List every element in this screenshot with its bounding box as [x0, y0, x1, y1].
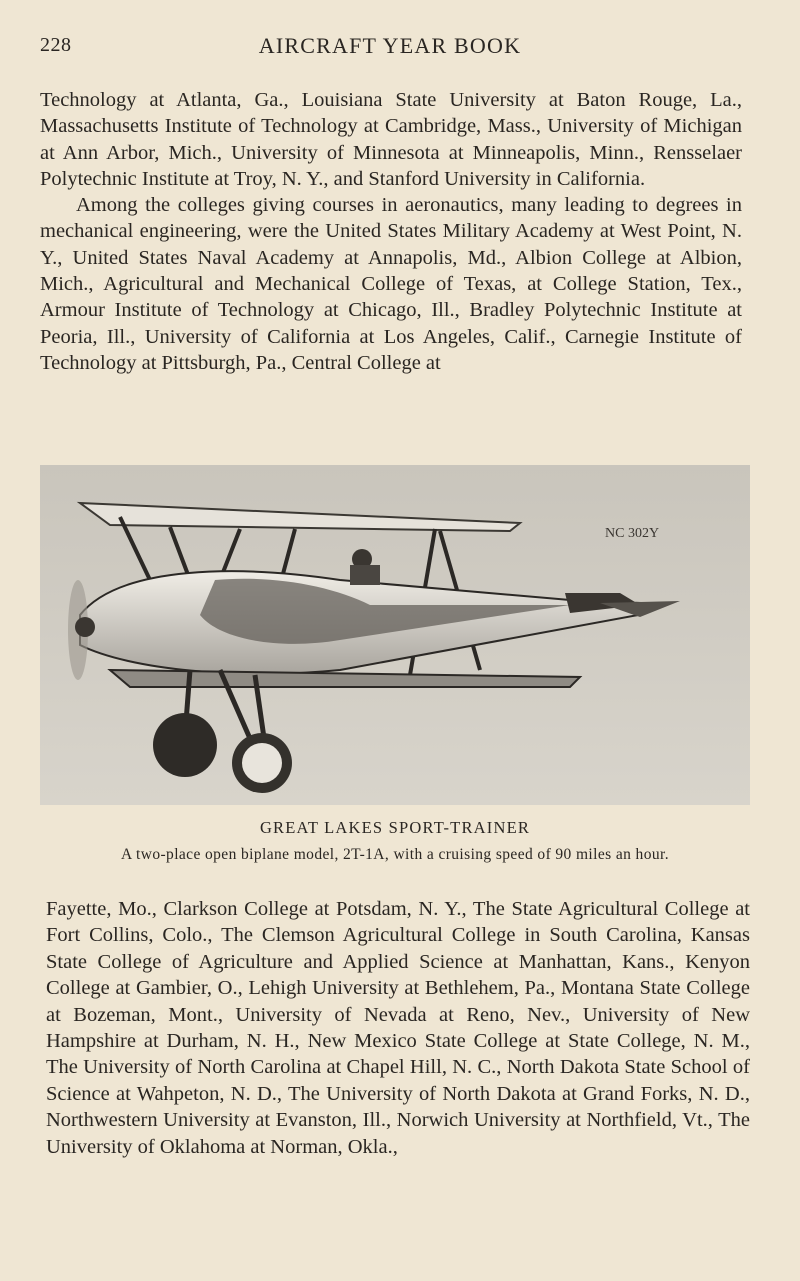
- page-number: 228: [40, 34, 72, 56]
- registration-mark: NC 302Y: [605, 526, 660, 541]
- body-text-top: [40, 87, 742, 376]
- biplane-photo: [40, 465, 750, 805]
- paragraph: Fayette, Mo., Clarkson College at Potsdam, N. Y., The State Agricultural College at Fort Collins, Colo., The Clemson Agricultural College in South Carolina, Kansas State College of Agriculture and Applied Science at Manhattan, Kans., Kenyon College at Gambier, O., Lehigh University at Bethlehem, Pa., Montana State College at Bozeman, Mont., University of Nevada at Reno, Nev., University of New Hampshire at Durham, N. H., New Mexico State College at State College, N. M., The University of North Carolina at Chapel Hill, N. C., North Dakota State School of Science at Wahpeton, N. D., The University of North Dakota at Grand Forks, N. D., Northwestern University at Evanston, Ill., Norwich University at Northfield, Vt., The University of Oklahoma at Norman, Okla.,: [46, 898, 750, 1158]
- biplane-illustration: [40, 465, 750, 805]
- running-title: AIRCRAFT YEAR BOOK: [258, 33, 522, 58]
- figure-caption-title: GREAT LAKES SPORT-TRAINER: [259, 818, 531, 837]
- paragraph: Among the colleges giving courses in aeronautics, many leading to degrees in mechanical engineering, were the United States Military Academy at West Point, N. Y., United States Naval Academy at Annapolis, Md., Albion College at Albion, Mich., Agricultural and Mechanical College of Texas, at College Station, Tex., Armour Institute of Technology at Chicago, Ill., Bradley Polytechnic Institute at Peoria, Ill., University of California at Los Angeles, Calif., Carnegie Institute of Technology at Pittsburgh, Pa., Central College at: [40, 194, 742, 374]
- body-text-bottom: [46, 896, 750, 1160]
- figure-caption-text: A two-place open biplane model, 2T-1A, with a cruising speed of 90 miles an hour.: [121, 846, 669, 863]
- page-header: [40, 34, 740, 64]
- paragraph: Technology at Atlanta, Ga., Louisiana State University at Baton Rouge, La., Massachusetts Institute of Technology at Cambridge, Mass., University of Michigan at Ann Arbor, Mich., University of Minnesota at Minneapolis, Minn., Rensselaer Polytechnic Institute at Troy, N. Y., and Stanford University in California.: [40, 89, 742, 190]
